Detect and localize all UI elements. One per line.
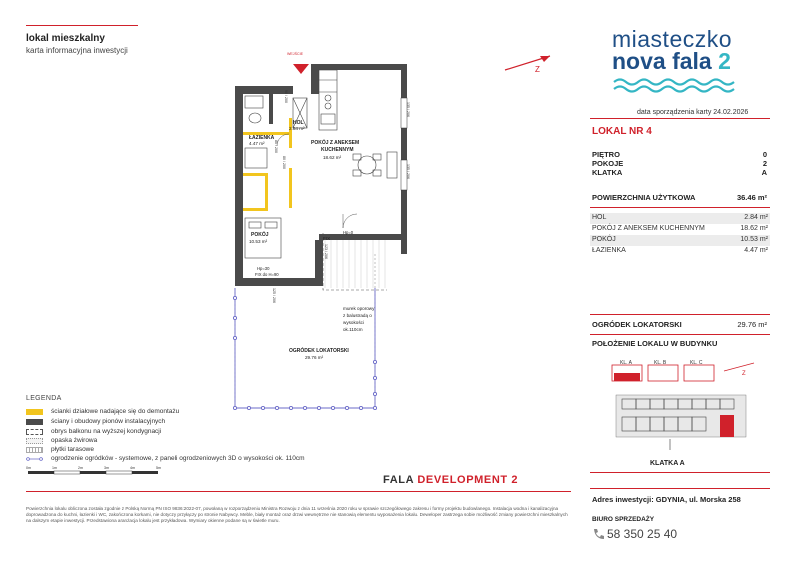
legend-text: ściany i obudowy pionów instalacyjnych xyxy=(51,418,166,425)
room-name: POKÓJ xyxy=(592,236,616,243)
garden-area-plan: 29.76 m² xyxy=(305,355,324,360)
svg-text:Z: Z xyxy=(742,371,746,377)
scale-label: 4m xyxy=(130,466,135,470)
building-position-plan xyxy=(606,355,766,455)
room-area: 2.84 m² xyxy=(744,214,768,221)
garden-label: OGRÓDEK LOKATORSKI xyxy=(592,320,682,329)
sales-office-label: BIURO SPRZEDAŻY xyxy=(592,516,655,523)
fix-label: FIX xyxy=(323,236,331,241)
room-label-aneks2: KUCHENNYM xyxy=(321,147,354,153)
developer-part2: DEVELOPMENT 2 xyxy=(417,474,519,486)
info-value-rooms: 2 xyxy=(762,159,767,168)
lokal-number: LOKAL NR 4 xyxy=(592,126,652,137)
fix-window-label: FIX do H=90 xyxy=(255,272,279,277)
position-title: POŁOŻENIE LOKALU W BUDYNKU xyxy=(592,339,718,348)
info-label-klatka: KLATKA xyxy=(592,168,623,177)
room-row xyxy=(590,213,770,224)
room-area: 10.53 m² xyxy=(740,236,768,243)
divider xyxy=(26,491,571,492)
area-value: 36.46 m² xyxy=(736,193,767,202)
legend-swatch xyxy=(26,409,43,415)
dim-window-4: 125 / 206 xyxy=(272,288,276,303)
hp0-label: Hp=0 xyxy=(343,230,354,235)
room-area: 4.47 m² xyxy=(744,247,768,254)
room-name: POKÓJ Z ANEKSEM KUCHENNYM xyxy=(592,225,705,232)
logo-line1: miasteczko xyxy=(612,26,733,52)
divider xyxy=(590,314,770,315)
entrance-label: WEJŚCIE xyxy=(287,52,303,56)
legend-text: opaska żwirowa xyxy=(51,437,98,444)
info-value-floor: 0 xyxy=(762,150,767,159)
klatka-c-label: KL. C xyxy=(690,360,703,366)
room-area-hol: 2.84 m² xyxy=(289,126,305,131)
legend-text: obrys balkonu na wyższej kondygnacji xyxy=(51,428,162,435)
legend-text: płytki tarasowe xyxy=(51,446,94,453)
wall-note-2: z balustradą o xyxy=(343,313,372,318)
scale-bar xyxy=(26,465,196,479)
legend-text: ogrodzenie ogródków - systemowe, z paneli ogrodzeniowych 3D o wysokości ok. 110cm xyxy=(51,455,305,462)
legend-swatch xyxy=(26,419,43,425)
klatka-a-label: KL. A xyxy=(620,360,632,366)
dim-window-1: 135 / 206 xyxy=(406,102,410,117)
scale-label: 5m xyxy=(156,466,161,470)
dim-window-3: 123 / 206 xyxy=(324,244,328,259)
phone-icon xyxy=(592,528,604,540)
svg-text:Z: Z xyxy=(535,65,540,74)
klatka-label: KLATKA A xyxy=(650,460,685,467)
room-label-lazienka: ŁAZIENKA xyxy=(249,135,275,141)
fence-legend-icon xyxy=(26,456,43,462)
phone-number[interactable]: 58 350 25 40 xyxy=(607,527,678,541)
divider xyxy=(590,472,770,473)
card-date: data sporządzenia karty 24.02.2026 xyxy=(637,109,749,116)
garden-label-plan: OGRÓDEK LOKATORSKI xyxy=(289,348,349,354)
wall-note-1: murek oporowy xyxy=(343,306,375,311)
dim-door-2: 80 / 200 xyxy=(274,140,278,153)
legend-text: ścianki działowe nadające się do demontażu xyxy=(51,408,180,415)
room-name: HOL xyxy=(592,214,607,221)
scale-label: 2m xyxy=(78,466,83,470)
scale-label: 3m xyxy=(104,466,109,470)
legend-swatch xyxy=(26,429,43,435)
legend-swatch xyxy=(26,438,43,444)
scale-label: 0m xyxy=(26,466,31,470)
dim-door-3: 80 / 200 xyxy=(282,156,286,169)
room-area: 18.62 m² xyxy=(740,225,768,232)
legend-title: LEGENDA xyxy=(26,395,62,402)
scale-label: 1m xyxy=(52,466,57,470)
dim-door-1: 90 / 200 xyxy=(284,90,288,103)
area-label: POWIERZCHNIA UŻYTKOWA xyxy=(592,193,696,202)
room-name: ŁAZIENKA xyxy=(592,247,626,254)
room-area-lazienka: 4.47 m² xyxy=(249,141,265,146)
page-title: lokal mieszkalny xyxy=(26,33,105,44)
address: Adres inwestycji: GDYNIA, ul. Morska 258 xyxy=(592,495,741,504)
room-label-pokoj: POKÓJ xyxy=(251,232,269,238)
disclaimer: Powierzchnia lokalu obliczona została zgodnie z Polską Normą PN ISO 9836:2022-07, powołaną w rozporządzeniu Ministra Rozwoju z dnia 11 września 2020 roku w sprawie szczegółowego zakresu i formy projektu budowlanego. Instalacja wodna i kanalizacyjna doprowadzona do kuchni, łazienki i WC, zakończona korkami, nie dotyczy przyłączy po stronie Nabywcy. Meble, biały montaż oraz drzwi wewnętrzne nie stanowią elementu wyposażenia lokalu. Deweloper zastrzega sobie możliwość zmiany powierzchni mieszkalnych na dalszym etapie inwestycji. Przedstawiona aranżacja lokalu jest przykładowa. Wymiary okienne podane są w świetle muru. xyxy=(26,506,568,523)
info-value-klatka: A xyxy=(761,168,767,177)
north-arrow-icon xyxy=(500,50,560,75)
info-label-floor: PIĘTRO xyxy=(592,150,620,159)
floor-plan xyxy=(225,48,415,413)
room-row xyxy=(590,235,770,246)
logo-number: 2 xyxy=(718,48,731,74)
garden-value: 29.76 m² xyxy=(737,320,767,329)
logo-text: nova fala xyxy=(612,48,712,74)
divider xyxy=(590,118,770,119)
logo-waves-icon xyxy=(612,76,742,96)
wall-note-4: ok.110cm xyxy=(343,327,363,332)
developer-logo xyxy=(383,474,518,486)
divider xyxy=(590,488,770,489)
page-subtitle: karta informacyjna inwestycji xyxy=(26,46,128,55)
room-label-hol: HOL xyxy=(293,120,304,126)
header-rule xyxy=(26,25,138,26)
hp30-label: Hp=30 xyxy=(257,266,270,271)
klatka-b-label: KL. B xyxy=(654,360,667,366)
wall-note-3: wysokości xyxy=(343,320,364,325)
room-area-aneks: 18.62 m² xyxy=(323,155,342,160)
dim-window-2: 135 / 206 xyxy=(406,164,410,179)
info-label-rooms: POKOJE xyxy=(592,159,624,168)
divider xyxy=(590,207,770,208)
logo-line2 xyxy=(612,48,731,75)
legend-swatch xyxy=(26,447,43,453)
divider xyxy=(590,334,770,335)
developer-part1: FALA xyxy=(383,474,414,486)
room-label-aneks: POKÓJ Z ANEKSEM xyxy=(311,140,360,146)
room-row xyxy=(590,224,770,235)
room-area-pokoj: 10.53 m² xyxy=(249,239,268,244)
room-row xyxy=(590,246,770,257)
